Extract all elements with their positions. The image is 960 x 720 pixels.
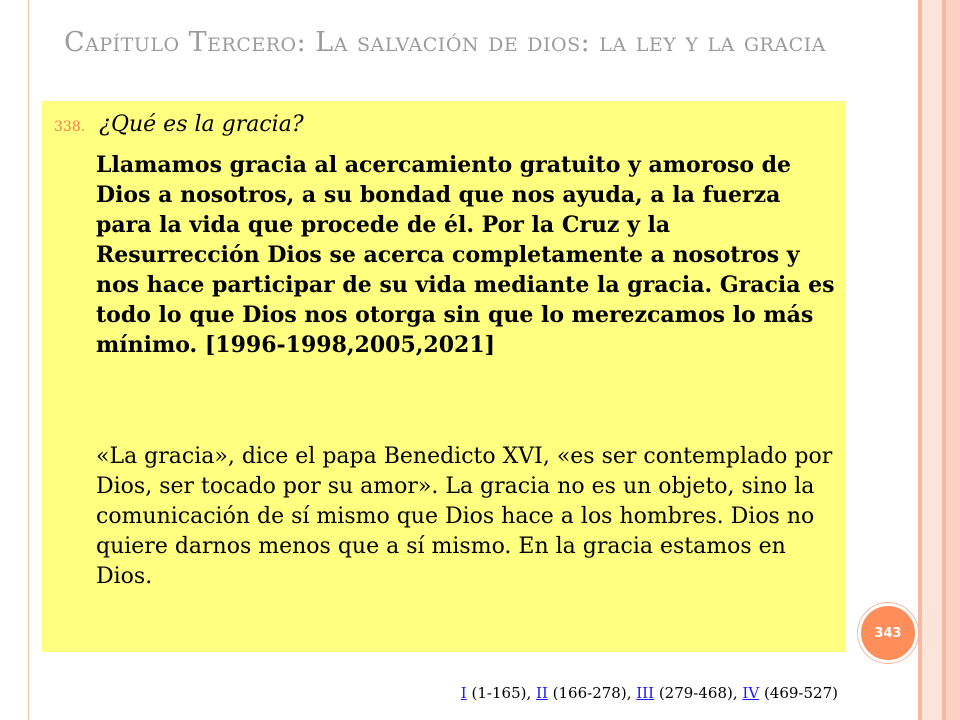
- decorative-stripes: [918, 0, 960, 720]
- quote-text: «La gracia», dice el papa Benedicto XVI, «es ser contemplado por Dios, ser tocado por su amor». La gracia no es un objeto, sino la comunicación de sí mismo que Dios hace a los hombres. Dios no quiere darnos menos que a sí mismo. En la gracia estamos en Dios.: [96, 444, 833, 589]
- slide-title: Capítulo Tercero: La salvación de dios: la ley y la gracia: [64, 27, 826, 58]
- volume-range-4: (469-527): [763, 684, 838, 702]
- volume-link-1[interactable]: I: [460, 684, 467, 702]
- volume-range-1: (1-165),: [471, 684, 532, 702]
- answer-text: Llamamos gracia al acercamiento gratuito y amoroso de Dios a nosotros, a su bondad que nos ayuda, a la fuerza para la vida que procede de él. Por la Cruz y la Resurrección Dios se acerca completamente a nosotros y nos hace participar de su vida mediante la gracia. Gracia es todo lo que Dios nos otorga sin que lo merezcamos lo más mínimo. [1996-1998,2005,2021]: [96, 152, 835, 358]
- question-text: ¿Qué es la gracia?: [99, 112, 304, 137]
- volume-link-4[interactable]: IV: [742, 684, 760, 702]
- question-number: 338.: [54, 119, 86, 135]
- volume-range-2: (166-278),: [552, 684, 632, 702]
- question: [54, 110, 834, 142]
- decorative-left-line: [28, 0, 29, 720]
- volume-link-3[interactable]: III: [636, 684, 655, 702]
- volume-range-3: (279-468),: [658, 684, 738, 702]
- volume-link-2[interactable]: II: [536, 684, 548, 702]
- page-number-badge: 343: [858, 603, 918, 663]
- footer-volume-nav: [360, 684, 838, 702]
